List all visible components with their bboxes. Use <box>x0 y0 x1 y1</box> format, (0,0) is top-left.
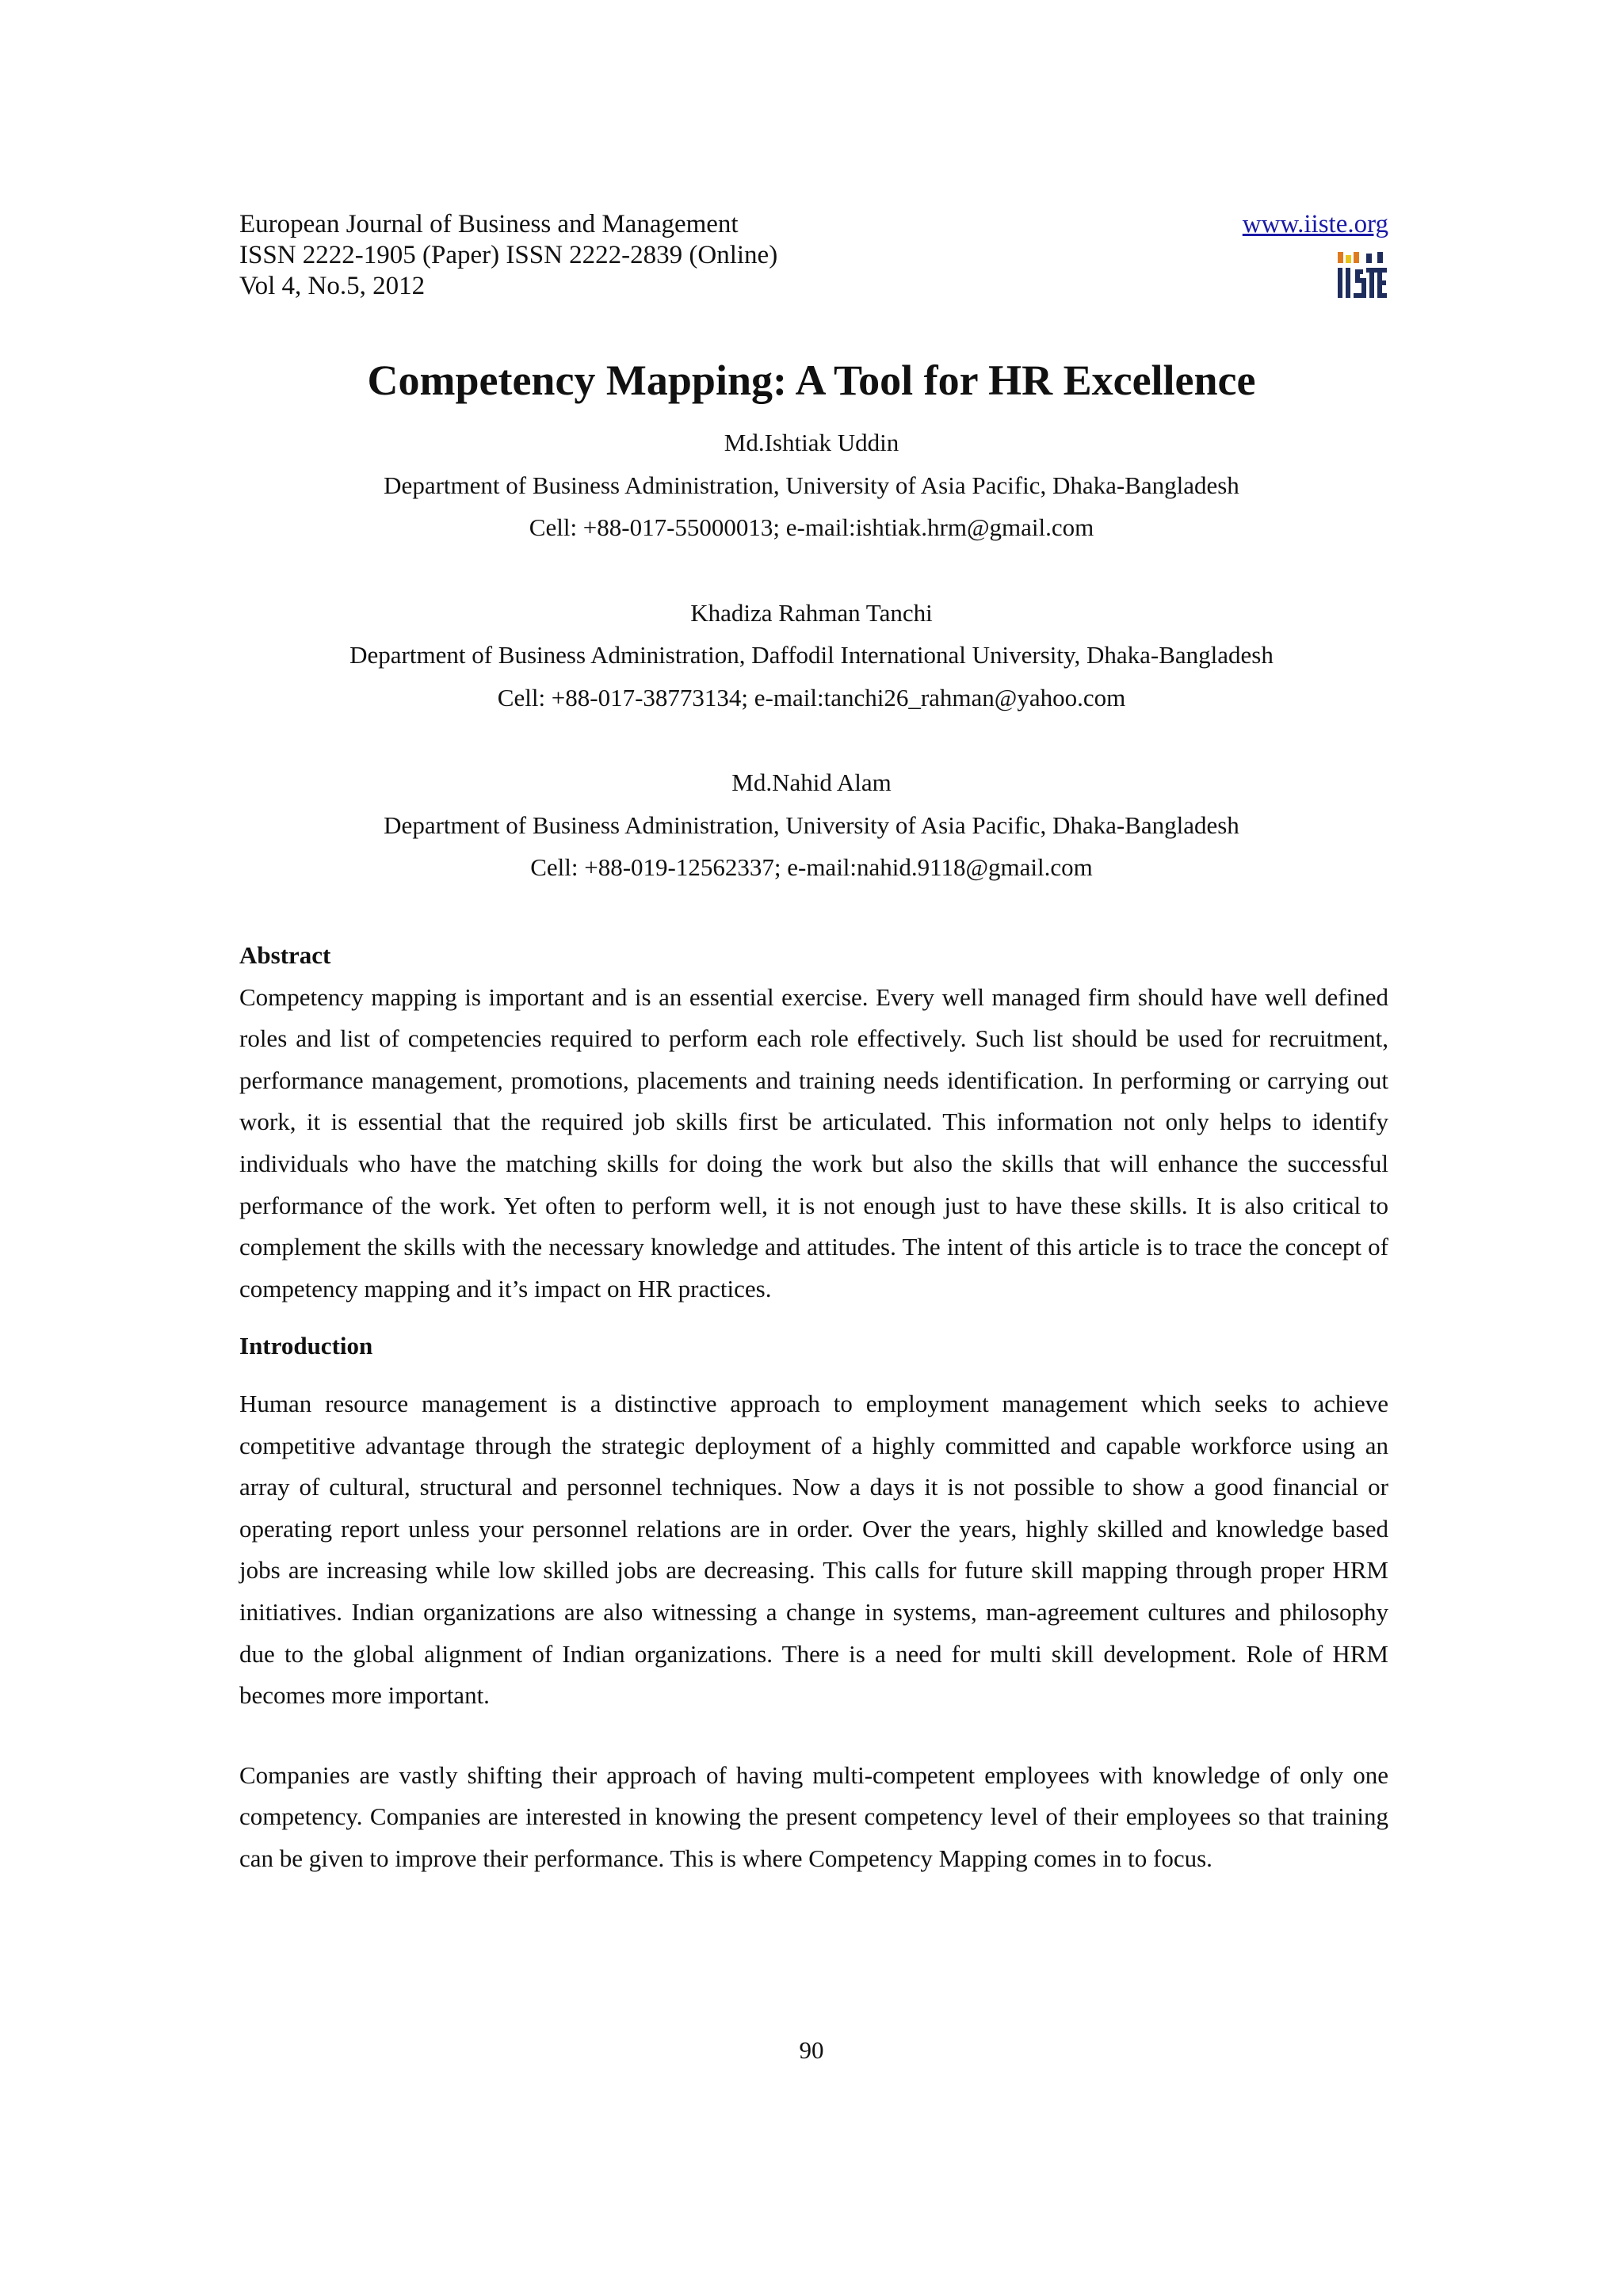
introduction-paragraph: Human resource management is a distinctive approach to employment management which seeks to achieve competitive advantage through the strategic deployment of a highly committed and capable workforce using an array of cultural, structural and personnel techniques. Now a days it is not possible to show a good financial or operating report unless your personnel relations are in order. Over the years, highly skilled and knowledge based jobs are increasing while low skilled jobs are decreasing. This calls for future skill mapping through proper HRM initiatives. Indian organizations are also witnessing a change in systems, man-agreement cultures and philosophy due to the global alignment of Indian organizations. There is a need for multi skill development. Role of HRM becomes more important. <box>239 1389 1388 1710</box>
journal-info <box>239 209 1032 302</box>
author-contact: Cell: +88-017-55000013; e-mail:ishtiak.hrm@gmail.com <box>529 513 1094 541</box>
iiste-logo <box>1335 249 1388 303</box>
journal-site <box>1243 209 1388 240</box>
spacer <box>239 1310 1388 1325</box>
author-block <box>0 761 1623 889</box>
author-block <box>0 421 1623 549</box>
spacer <box>239 1717 1388 1755</box>
author-affiliation: Department of Business Administration, University of Asia Pacific, Dhaka-Bangladesh <box>384 810 1239 839</box>
author-affiliation: Department of Business Administration, Daffodil International University, Dhaka-Bangladesh <box>349 641 1274 669</box>
introduction-heading: Introduction <box>239 1332 373 1360</box>
spacer <box>239 1367 1388 1383</box>
website-link[interactable]: www.iiste.org <box>1242 210 1388 238</box>
author-list <box>0 421 1623 932</box>
page-number: 90 <box>799 2036 824 2064</box>
introduction-paragraph: Companies are vastly shifting their approach of having multi-competent employees with knowledge of only one competency. Companies are interested in knowing the present competency level of their employees so that training can be given to improve their performance. This is where Competency Mapping comes in to focus. <box>239 1760 1388 1872</box>
author-name: Md.Nahid Alam <box>731 769 892 796</box>
journal-volume: Vol 4, No.5, 2012 <box>239 272 426 300</box>
paper-body <box>239 935 1388 1879</box>
paper-title: Competency Mapping: A Tool for HR Excellence <box>367 357 1256 404</box>
author-contact: Cell: +88-017-38773134; e-mail:tanchi26_rahman@yahoo.com <box>497 683 1126 711</box>
iiste-logo-icon <box>1335 249 1388 303</box>
author-contact: Cell: +88-019-12562337; e-mail:nahid.9118@gmail.com <box>530 853 1093 881</box>
author-affiliation: Department of Business Administration, University of Asia Pacific, Dhaka-Bangladesh <box>384 471 1239 499</box>
abstract-heading: Abstract <box>239 941 331 969</box>
abstract-text: Competency mapping is important and is an essential exercise. Every well managed firm should have well defined roles and list of competencies required to perform each role effectively. Such list should be used for recruitment, performance management, promotions, placements and training needs identification. In performing or carrying out work, it is essential that the required job skills first be articulated. This information not only helps to identify individuals who have the matching skills for doing the work but also the skills that will enhance the successful performance of the work. Yet often to perform well, it is not enough just to have these skills. It is also critical to complement the skills with the necessary knowledge and attitudes. The intent of this article is to trace the concept of competency mapping and it’s impact on HR practices. <box>239 982 1388 1302</box>
journal-name: European Journal of Business and Management <box>239 210 739 238</box>
author-block <box>0 592 1623 719</box>
journal-issn: ISSN 2222-1905 (Paper) ISSN 2222-2839 (Online) <box>239 241 778 269</box>
author-name: Khadiza Rahman Tanchi <box>690 598 933 627</box>
author-name: Md.Ishtiak Uddin <box>724 429 899 456</box>
